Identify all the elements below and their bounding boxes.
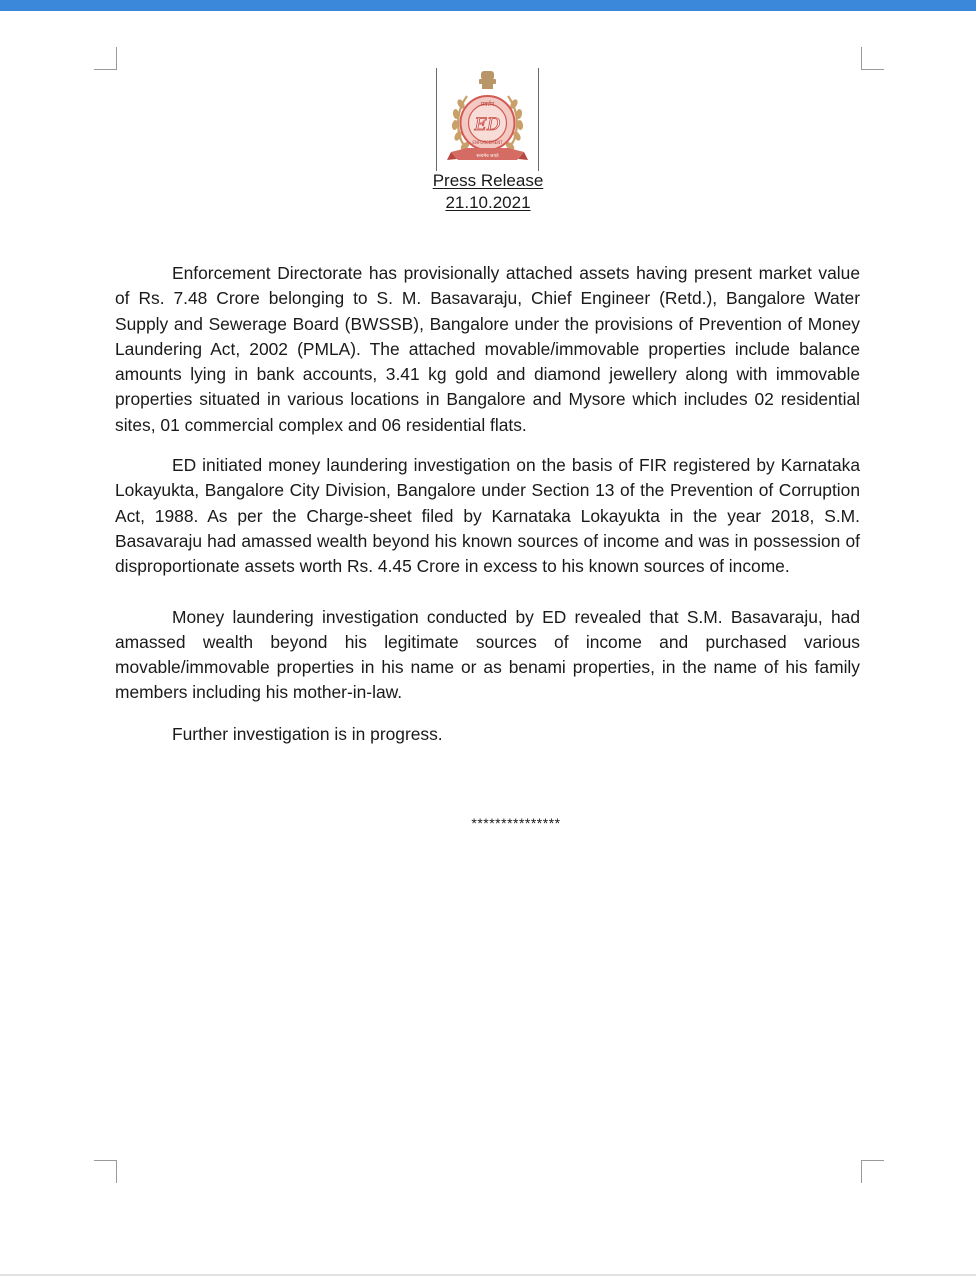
crop-mark-bottom-right [861, 1160, 884, 1183]
paragraph-further-investigation: Further investigation is in progress. [172, 723, 443, 744]
enforcement-directorate-emblem [436, 68, 539, 171]
document-date: 21.10.2021 [445, 193, 531, 212]
crop-mark-bottom-left [94, 1160, 117, 1183]
paragraph-investigation-basis: ED initiated money laundering investigation on the basis of FIR registered by Karnataka Lokayukta, Bangalore City Division, Bangalore under Section 13 of the Prevention of Corruption Act, 1988. As per the Charge-sheet filed by Karnataka Lokayukta in the year 2018, S.M. Basavaraju had amassed wealth beyond his known sources of income and was in possession of disproportionate assets worth Rs. 4.45 Crore in excess to his known sources of income. [115, 455, 860, 577]
lion-capital-icon [479, 71, 496, 89]
page-bottom-edge [0, 1274, 976, 1276]
end-marker: *************** [471, 815, 561, 831]
emblem-ribbon-text: सत्यमेव जयते [476, 154, 499, 159]
document-title: Press Release [432, 171, 544, 190]
crop-mark-top-right [861, 47, 884, 70]
top-accent-bar [0, 0, 976, 11]
paragraph-attachment: Enforcement Directorate has provisionally attached assets having present market value of Rs. 7.48 Crore belonging to S. M. Basavaraju, Chief Engineer (Retd.), Bangalore Water Supply and Sewerage Board (BWSSB), Bangalore under the provisions of Prevention of Money Laundering Act, 2002 (PMLA). The attached movable/immovable properties include balance amounts lying in bank accounts, 3.41 kg gold and diamond jewellery along with immovable properties situated in various locations in Bangalore and Mysore which includes 02 residential sites, 01 commercial complex and 06 residential flats. [115, 263, 860, 435]
press-release-body [115, 261, 860, 747]
paragraph-investigation-findings: Money laundering investigation conducted by ED revealed that S.M. Basavaraju, had amassed wealth beyond his legitimate sources of income and purchased various movable/immovable properties in his name or as benami properties, in the name of his family members including his mother-in-law. [115, 606, 860, 703]
press-release-heading [0, 170, 976, 214]
emblem-bottom-text: ENFORCEMENT [472, 140, 503, 145]
crop-mark-top-left [94, 47, 117, 70]
emblem-top-text: प्रवर्तन [480, 101, 495, 108]
emblem-monogram: ED [474, 115, 501, 135]
